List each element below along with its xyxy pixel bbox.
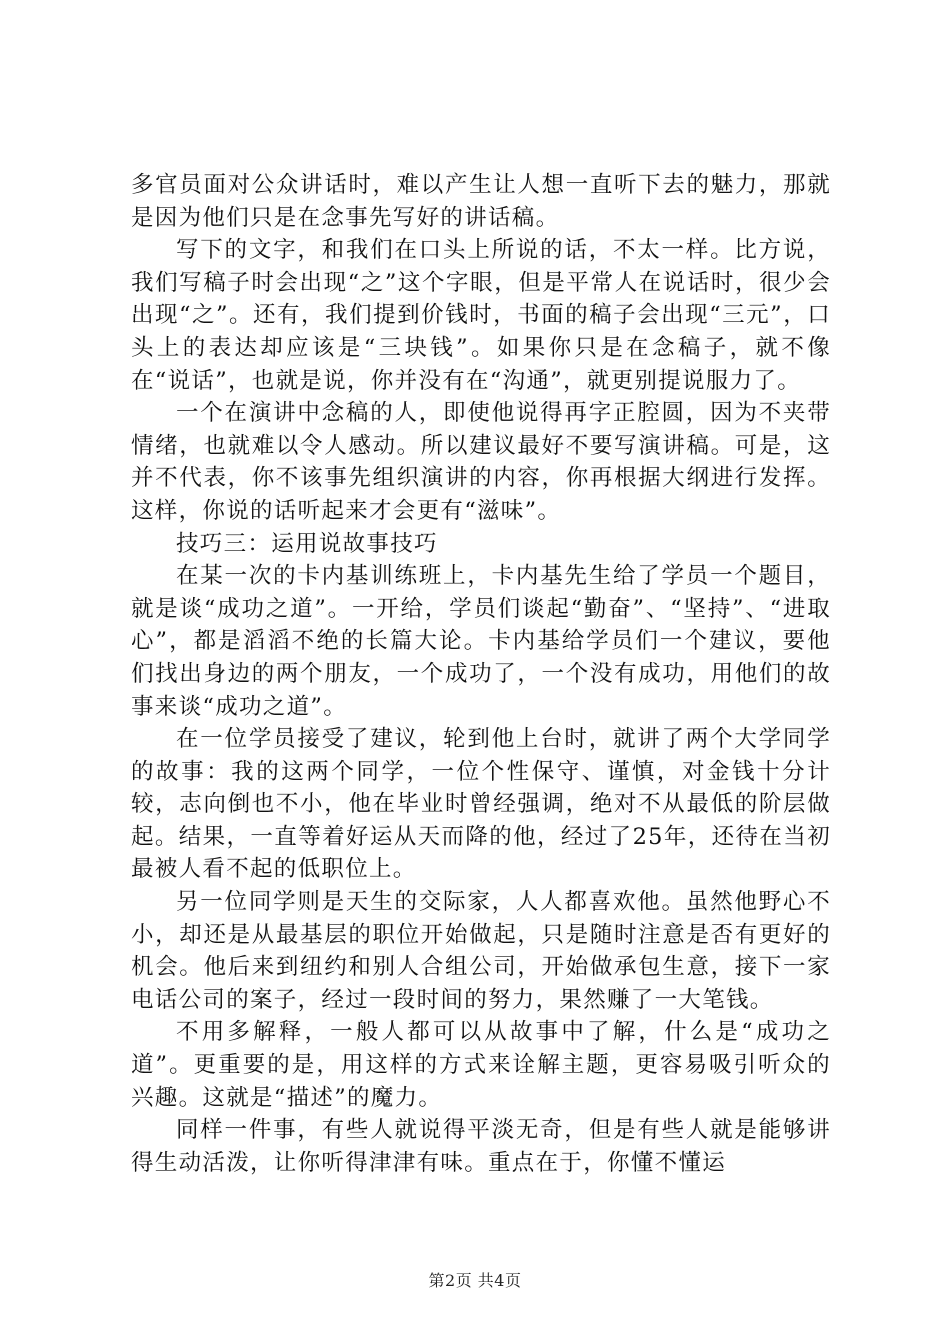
paragraph: 在一位学员接受了建议，轮到他上台时，就讲了两个大学同学的故事：我的这两个同学，一位个性保守、谨慎，对金钱十分计较，志向倒也不小，他在毕业时曾经强调，绝对不从最低的阶层做起。结果，一直等着好运从天而降的他，经过了25年，还待在当初最被人看不起的低职位上。 (131, 726, 831, 883)
paragraph: 另一位同学则是天生的交际家，人人都喜欢他。虽然他野心不小，却还是从最基层的职位开始做起，只是随时注意是否有更好的机会。他后来到纽约和别人合组公司，开始做承包生意，接下一家电话公司的案子，经过一段时间的努力，果然赚了一大笔钱。 (131, 889, 831, 1013)
paragraph: 写下的文字，和我们在口头上所说的话，不太一样。比方说，我们写稿子时会出现“之”这个字眼，但是平常人在说话时，很少会出现“之”。还有，我们提到价钱时，书面的稿子会出现“三元”，口头上的表达却应该是“三块钱”。如果你只是在念稿子，就不像在“说话”，也就是说，你并没有在“沟通”，就更别提说服力了。 (131, 237, 831, 394)
paragraph: 在某一次的卡内基训练班上，卡内基先生给了学员一个题目，就是谈“成功之道”。一开给，学员们谈起“勤奋”、“坚持”、“进取心”，都是滔滔不绝的长篇大论。卡内基给学员们一个建议，要他们找出身边的两个朋友，一个成功了，一个没有成功，用他们的故事来谈“成功之道”。 (131, 563, 831, 720)
paragraph: 一个在演讲中念稿的人，即使他说得再字正腔圆，因为不夹带情绪，也就难以令人感动。所以建议最好不要写演讲稿。可是，这并不代表，你不该事先组织演讲的内容，你再根据大纲进行发挥。这样，你说的话听起来才会更有“滋味”。 (131, 400, 831, 524)
section-heading: 技巧三：运用说故事技巧 (176, 530, 438, 557)
paragraph: 不用多解释，一般人都可以从故事中了解，什么是“成功之道”。更重要的是，用这样的方式来诠解主题，更容易吸引听众的兴趣。这就是“描述”的魔力。 (131, 1019, 831, 1111)
page-number-footer: 第2页 共4页 (428, 1271, 522, 1290)
document-body (131, 169, 831, 1179)
paragraph: 同样一件事，有些人就说得平淡无奇，但是有些人就是能够讲得生动活泼，让你听得津津有味。重点在于，你懂不懂运 (131, 1117, 831, 1176)
paragraph: 多官员面对公众讲话时，难以产生让人想一直听下去的魅力，那就是因为他们只是在念事先写好的讲话稿。 (131, 172, 831, 231)
